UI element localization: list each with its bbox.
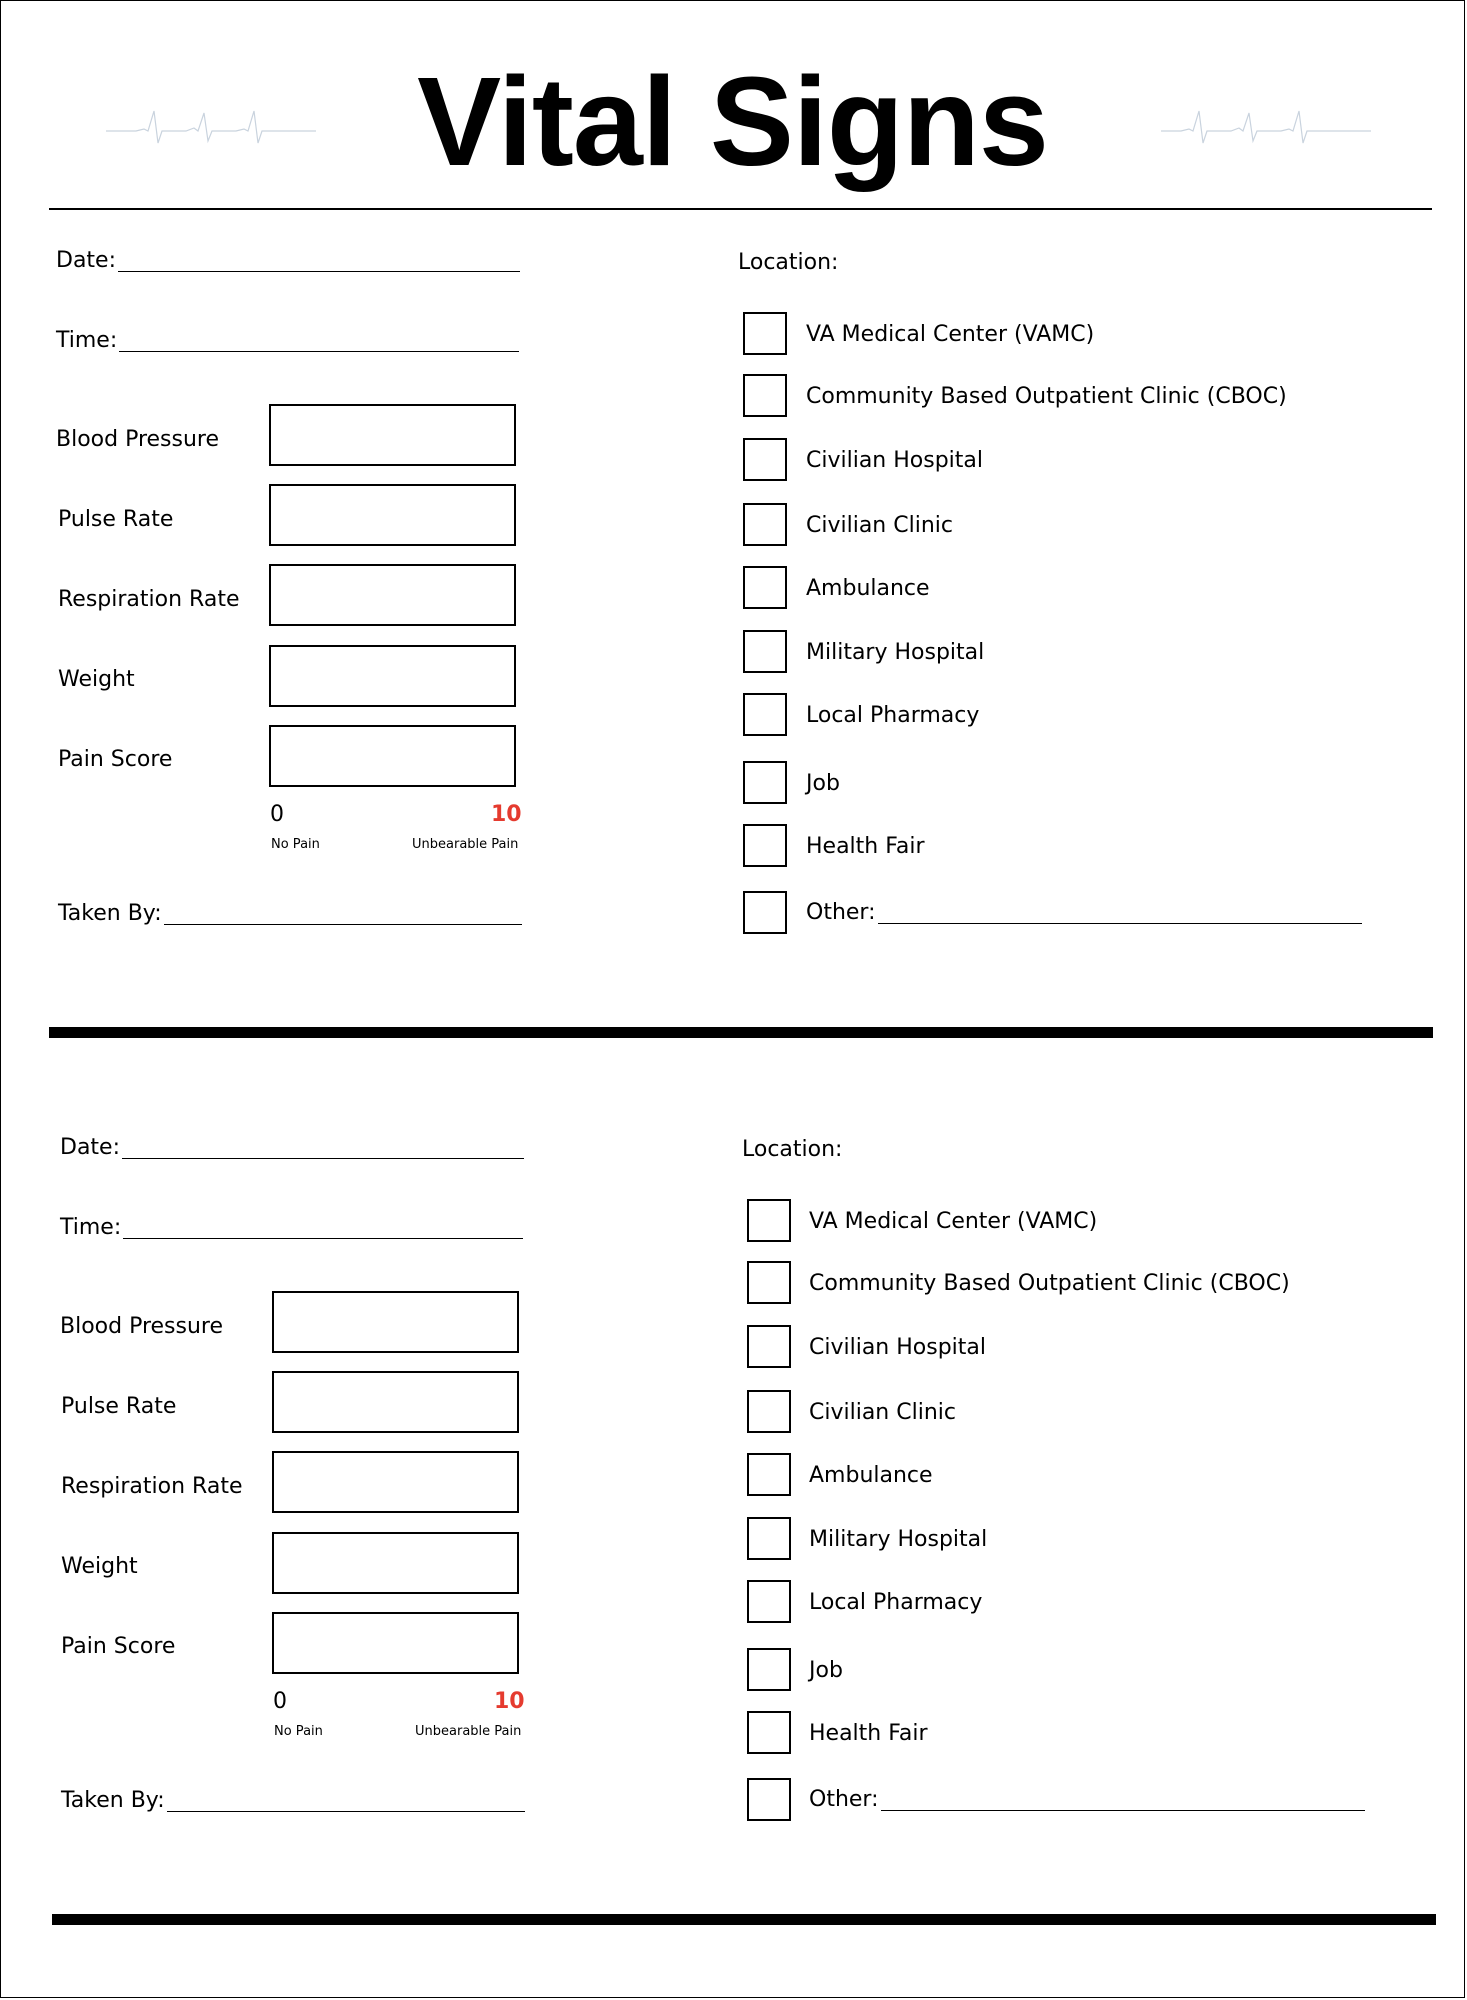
vital-label-blood-pressure: Blood Pressure <box>60 1314 224 1339</box>
location-checkbox-civilian-hospital[interactable] <box>747 1325 791 1368</box>
location-label: Location: <box>738 250 839 275</box>
pain-scale-max-caption: Unbearable Pain <box>415 1724 522 1739</box>
pulse-rate-input[interactable] <box>269 484 516 546</box>
pain-scale-min-caption: No Pain <box>271 837 320 852</box>
date-label: Date: <box>56 248 116 273</box>
blood-pressure-input[interactable] <box>269 404 516 466</box>
respiration-rate-input[interactable] <box>272 1451 519 1513</box>
pain-scale-min: 0 <box>273 1689 287 1714</box>
date-field[interactable] <box>60 1137 524 1159</box>
blood-pressure-input[interactable] <box>272 1291 519 1353</box>
location-checkbox-ambulance[interactable] <box>743 566 787 609</box>
location-label-local-pharmacy: Local Pharmacy <box>809 1590 983 1615</box>
page-title: Vital Signs <box>417 51 1048 192</box>
pain-score-input[interactable] <box>269 725 516 787</box>
taken-by-label: Taken By: <box>58 901 162 926</box>
location-label-civilian-clinic: Civilian Clinic <box>806 513 953 538</box>
location-checkbox-vamc[interactable] <box>747 1199 791 1242</box>
location-label-job: Job <box>809 1658 843 1683</box>
time-label: Time: <box>60 1215 122 1240</box>
location-checkbox-cboc[interactable] <box>743 374 787 417</box>
location-checkbox-cboc[interactable] <box>747 1261 791 1304</box>
location-label-other: Other: <box>806 900 876 925</box>
taken-by-label: Taken By: <box>61 1788 165 1813</box>
location-label-local-pharmacy: Local Pharmacy <box>806 703 980 728</box>
location-label-civilian-hospital: Civilian Hospital <box>806 448 984 473</box>
location-checkbox-military-hospital[interactable] <box>747 1517 791 1560</box>
location-label-vamc: VA Medical Center (VAMC) <box>806 322 1095 347</box>
location-checkbox-military-hospital[interactable] <box>743 630 787 673</box>
location-label-cboc: Community Based Outpatient Clinic (CBOC) <box>806 384 1287 409</box>
location-checkbox-civilian-clinic[interactable] <box>743 503 787 546</box>
time-underline[interactable] <box>123 1220 523 1239</box>
location-label-other: Other: <box>809 1787 879 1812</box>
pain-scale-min-caption: No Pain <box>274 1724 323 1739</box>
location-label-health-fair: Health Fair <box>809 1721 928 1746</box>
date-field[interactable] <box>56 250 520 272</box>
time-underline[interactable] <box>119 333 519 352</box>
location-label-ambulance: Ambulance <box>809 1463 933 1488</box>
form-section-2 <box>1 888 1465 1813</box>
time-field[interactable] <box>60 1217 523 1239</box>
location-checkbox-other[interactable] <box>747 1778 791 1821</box>
location-label-military-hospital: Military Hospital <box>806 640 985 665</box>
pain-scale-max: 10 <box>494 1689 525 1714</box>
other-underline[interactable] <box>881 1792 1365 1811</box>
pulse-rate-input[interactable] <box>272 1371 519 1433</box>
vital-label-respiration-rate: Respiration Rate <box>58 587 240 612</box>
location-label-job: Job <box>806 771 840 796</box>
location-label-health-fair: Health Fair <box>806 834 925 859</box>
location-checkbox-ambulance[interactable] <box>747 1453 791 1496</box>
location-label-civilian-hospital: Civilian Hospital <box>809 1335 987 1360</box>
time-field[interactable] <box>56 330 519 352</box>
pain-score-input[interactable] <box>272 1612 519 1674</box>
location-label-vamc: VA Medical Center (VAMC) <box>809 1209 1098 1234</box>
pain-scale-min: 0 <box>270 802 284 827</box>
vital-label-weight: Weight <box>61 1554 138 1579</box>
vital-label-pulse-rate: Pulse Rate <box>61 1394 177 1419</box>
weight-input[interactable] <box>272 1532 519 1594</box>
vital-label-pain-score: Pain Score <box>61 1634 176 1659</box>
location-checkbox-health-fair[interactable] <box>743 824 787 867</box>
location-checkbox-local-pharmacy[interactable] <box>743 693 787 736</box>
location-checkbox-civilian-hospital[interactable] <box>743 438 787 481</box>
time-label: Time: <box>56 328 118 353</box>
respiration-rate-input[interactable] <box>269 564 516 626</box>
weight-input[interactable] <box>269 645 516 707</box>
location-label-military-hospital: Military Hospital <box>809 1527 988 1552</box>
location-label-civilian-clinic: Civilian Clinic <box>809 1400 956 1425</box>
vital-label-respiration-rate: Respiration Rate <box>61 1474 243 1499</box>
date-label: Date: <box>60 1135 120 1160</box>
location-checkbox-health-fair[interactable] <box>747 1711 791 1754</box>
taken-by-underline[interactable] <box>167 1793 525 1812</box>
date-underline[interactable] <box>118 253 520 272</box>
vital-label-pulse-rate: Pulse Rate <box>58 507 174 532</box>
location-checkbox-job[interactable] <box>747 1648 791 1691</box>
location-checkbox-civilian-clinic[interactable] <box>747 1390 791 1433</box>
bottom-divider <box>52 1914 1436 1925</box>
pain-scale-max: 10 <box>491 802 522 827</box>
pain-scale-max-caption: Unbearable Pain <box>412 837 519 852</box>
vital-label-pain-score: Pain Score <box>58 747 173 772</box>
location-other-field[interactable] <box>809 1789 1365 1811</box>
location-checkbox-job[interactable] <box>743 761 787 804</box>
location-label-cboc: Community Based Outpatient Clinic (CBOC) <box>809 1271 1290 1296</box>
vital-label-weight: Weight <box>58 667 135 692</box>
location-label-ambulance: Ambulance <box>806 576 930 601</box>
location-label: Location: <box>742 1137 843 1162</box>
taken-by-field[interactable] <box>61 1790 525 1812</box>
vital-label-blood-pressure: Blood Pressure <box>56 427 220 452</box>
date-underline[interactable] <box>122 1140 524 1159</box>
location-checkbox-local-pharmacy[interactable] <box>747 1580 791 1623</box>
location-checkbox-vamc[interactable] <box>743 312 787 355</box>
form-section-1 <box>1 1 1465 926</box>
